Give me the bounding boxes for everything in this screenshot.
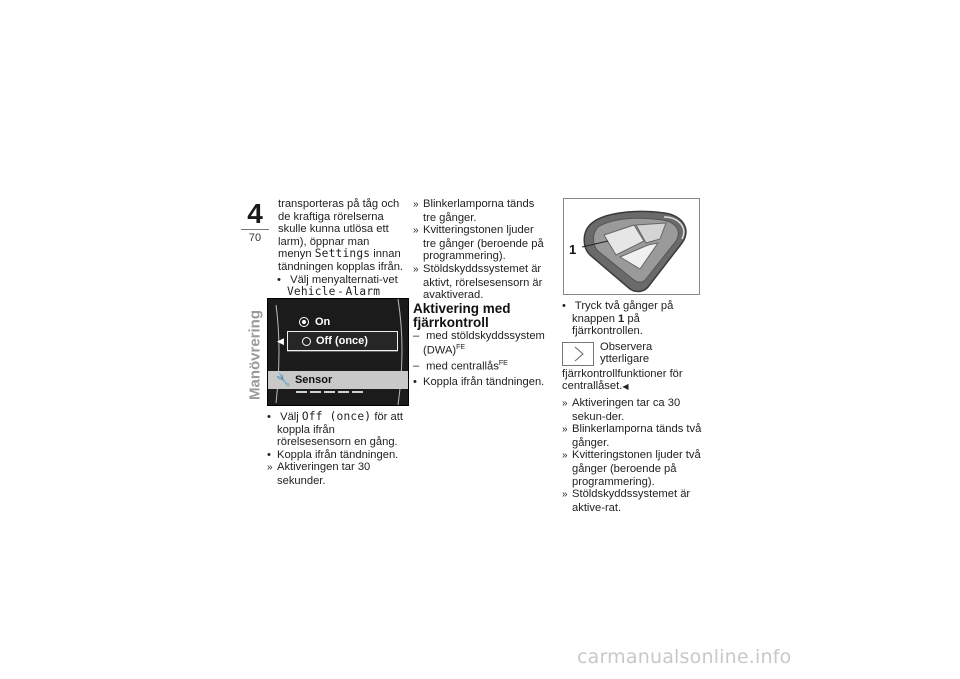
chapter-divider [241, 229, 269, 230]
result-item: » Stöldskyddssystemet är aktive-rat. [562, 488, 702, 514]
chapter-title: Manövrering [246, 309, 264, 401]
column-left [277, 198, 405, 311]
option-on: On [287, 313, 398, 331]
result-item: » Aktiveringen tar ca 30 sekun-der. [562, 397, 702, 423]
intro-paragraph: transporteras på tåg och de kraftiga rörelserna skulle kunna utlösa ett larm), öppnar man menyn Settings innan tändningen kopplas ifrån. [278, 198, 404, 273]
column-left-lower [267, 411, 405, 488]
chapter-number: 4 [247, 198, 263, 229]
result-item: » Blinkerlamporna tänds två gånger. [562, 423, 702, 449]
equipment-item: – med centrallås$^{FE}$ [413, 358, 548, 373]
result-item: » Kvitteringstonen ljuder två gånger (beroende på programmering). [562, 449, 702, 488]
result-item: » Blinkerlamporna tänds tre gånger. [413, 198, 548, 224]
result-item: » Kvitteringstonen ljuder tre gånger (beroende på programmering). [413, 224, 548, 263]
result-item: » Aktiveringen tar 30 sekunder. [267, 461, 405, 487]
dashboard-display-image [267, 298, 409, 406]
callout-label: 1 [569, 242, 577, 257]
list-item: • Koppla ifrån tändningen. [413, 376, 548, 389]
section-heading: Aktivering med fjärrkontroll [413, 300, 511, 330]
menu-name: Settings [314, 247, 371, 261]
remote-key-drawing [564, 199, 699, 294]
list-item: • Välj menyalternati-vet Vehicle - Alarm [277, 274, 405, 312]
wrench-icon: 🔧 [276, 373, 291, 387]
list-item: • Välj Off (once) för att koppla ifrån rörelsesensorn en gång. [267, 411, 405, 449]
page-number: 70 [248, 232, 262, 244]
note-paragraph: Observera ytterligare fjärrkontrollfunktioner för centrallåset.◀ [562, 340, 683, 393]
remote-key-image [563, 198, 700, 295]
radio-selected-icon [299, 317, 309, 327]
status-dashes [296, 391, 363, 393]
result-item: » Stöldskyddssystemet är aktivt, rörelsesensorn är avaktiverad. [413, 263, 548, 302]
menu-sensor: 🔧 Sensor [268, 371, 408, 389]
watermark: carmanualsonline.info [577, 646, 792, 668]
list-item: • Tryck två gånger på knappen 1 på fjärrkontrollen. [562, 300, 702, 338]
radio-empty-icon [302, 337, 311, 346]
end-marker-icon: ◀ [622, 382, 629, 392]
left-arrow-icon: ◀ [277, 336, 284, 346]
note-icon [562, 342, 594, 366]
option-off-once: Off (once) [287, 331, 398, 351]
column-right [562, 300, 702, 514]
equipment-item: – med stöldskyddssystem (DWA)$^{FE}$ [413, 330, 548, 358]
column-middle [413, 198, 548, 389]
list-item: • Koppla ifrån tändningen. [267, 449, 405, 462]
